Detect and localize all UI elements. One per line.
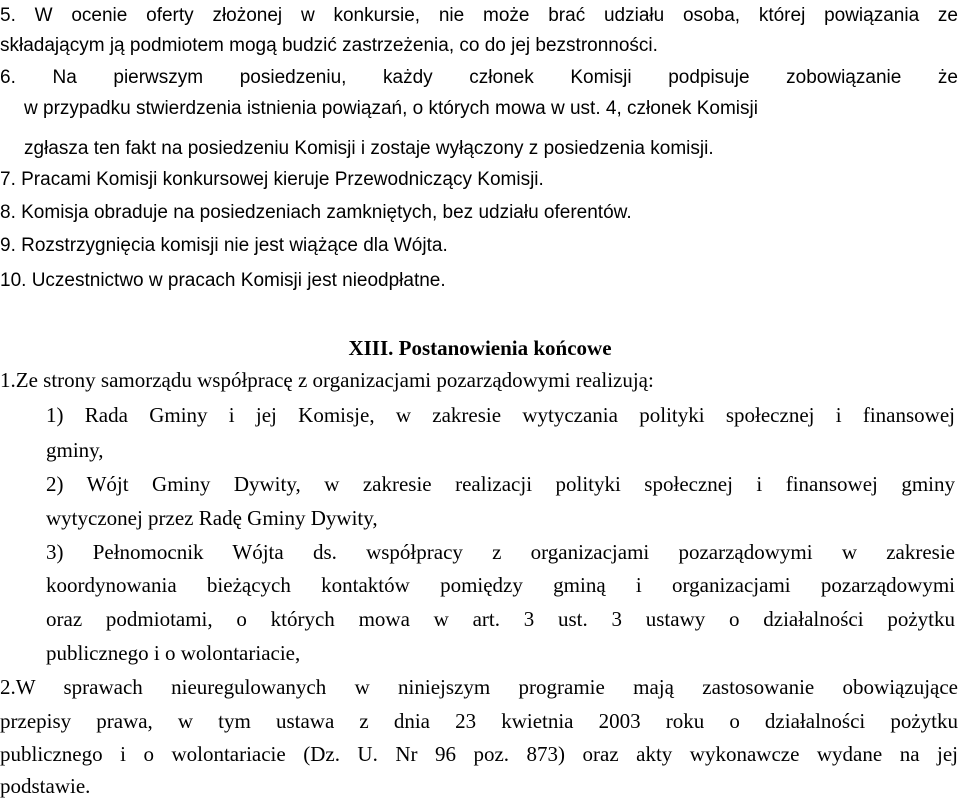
section-5-line-1: 5. W ocenie oferty złożonej w konkursie, nie może brać udziału osoba, której powiązania ze	[0, 5, 958, 26]
section-heading: XIII. Postanowienia końcowe	[348, 336, 612, 360]
paragraph-2-line-2: przepisy prawa, w tym ustawa z dnia 23 kwietnia 2003 roku o działalności pożytku	[0, 709, 958, 733]
paragraph-1-item-3-line-1: 3) Pełnomocnik Wójta ds. współpracy z organizacjami pozarządowymi w zakresie	[46, 540, 955, 564]
paragraph-1-item-1-line-2: gminy,	[46, 438, 104, 462]
section-6-line-3: zgłasza ten fakt na posiedzeniu Komisji i zostaje wyłączony z posiedzenia komisji.	[24, 138, 714, 159]
section-6-line-2: w przypadku stwierdzenia istnienia powiązań, o których mowa w ust. 4, członek Komisji	[24, 98, 758, 119]
section-5-line-2: składającym ją podmiotem mogą budzić zastrzeżenia, co do jej bezstronności.	[0, 35, 658, 56]
section-6-line-1: 6. Na pierwszym posiedzeniu, każdy członek Komisji podpisuje zobowiązanie że	[0, 67, 958, 88]
paragraph-1-item-3-line-4: publicznego i o wolontariacie,	[46, 641, 301, 665]
list-item-7: 7. Pracami Komisji konkursowej kieruje Przewodniczący Komisji.	[0, 169, 544, 190]
paragraph-2-line-3: publicznego i o wolontariacie (Dz. U. Nr 96 poz. 873) oraz akty wykonawcze wydane na jej	[0, 742, 958, 766]
paragraph-1-item-2-line-2: wytyczonej przez Radę Gminy Dywity,	[46, 506, 378, 530]
list-item-8: 8. Komisja obraduje na posiedzeniach zamkniętych, bez udziału oferentów.	[0, 202, 632, 223]
paragraph-2-line-4: podstawie.	[0, 774, 91, 798]
paragraph-1-item-2-line-1: 2) Wójt Gminy Dywity, w zakresie realizacji polityki społecznej i finansowej gminy	[46, 472, 955, 496]
paragraph-1-intro: 1.Ze strony samorządu współpracę z organizacjami pozarządowymi realizują:	[0, 368, 654, 392]
paragraph-2-line-1: 2.W sprawach nieuregulowanych w niniejszym programie mają zastosowanie obowiązujące	[0, 675, 958, 699]
paragraph-1-item-3-line-2: koordynowania bieżących kontaktów pomiędzy gminą i organizacjami pozarządowymi	[46, 573, 955, 597]
paragraph-1-item-1-line-1: 1) Rada Gminy i jej Komisje, w zakresie wytyczania polityki społecznej i finansowej	[46, 403, 955, 427]
list-item-9: 9. Rozstrzygnięcia komisji nie jest wiążące dla Wójta.	[0, 235, 448, 256]
list-item-10: 10. Uczestnictwo w pracach Komisji jest nieodpłatne.	[0, 270, 446, 291]
paragraph-1-item-3-line-3: oraz podmiotami, o których mowa w art. 3 ust. 3 ustawy o działalności pożytku	[46, 607, 955, 631]
